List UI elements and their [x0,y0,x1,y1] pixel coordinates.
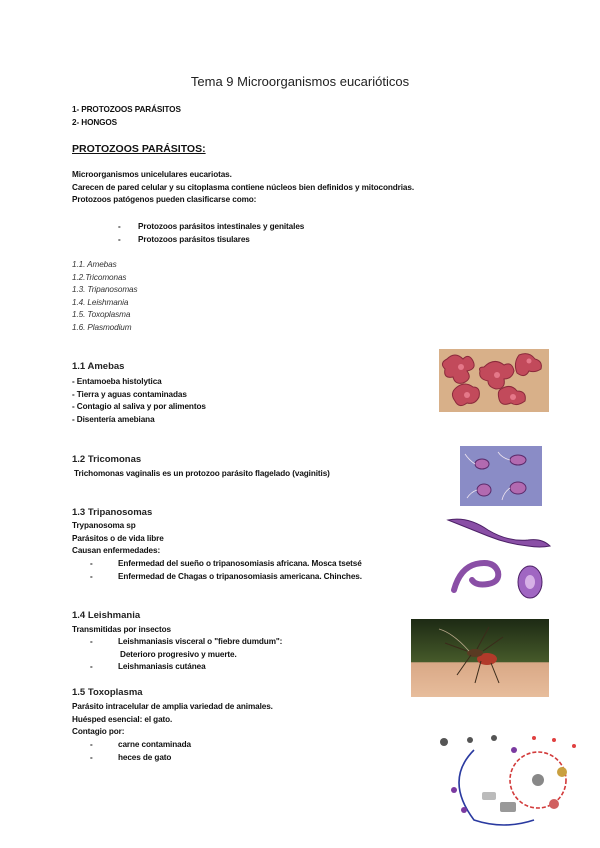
section-title-tricomonas: 1.2 Tricomonas [72,454,142,465]
list-item: - Leishmaniasis visceral o "fiebre dumdum": [90,636,282,649]
numbered-list [72,259,138,335]
intro-paragraph [72,169,414,207]
text-line: Causan enfermedades: [72,546,161,556]
list-item: - heces de gato [90,752,191,765]
toxoplasma-list [90,739,191,764]
toxoplasma-lines [72,701,273,739]
list-item: 1.2.Tricomonas [72,272,127,282]
list-item: - Entamoeba histolytica [72,377,162,386]
section-title-leishmania: 1.4 Leishmania [72,610,141,621]
toc-item: 2- HONGOS [72,117,118,127]
text-line: Contagio por: [72,727,125,737]
list-item: - Disentería amebiana [72,414,155,424]
list-item: 1.1. Amebas [72,260,117,269]
list-item: 1.3. Tripanosomas [72,285,138,295]
tripanosomas-list [90,558,362,583]
list-item: - Tierra y aguas contaminadas [72,389,187,399]
intro-line: Carecen de pared celular y su citoplasma contiene núcleos bien definidos y mitocondrias. [72,182,414,192]
amoeba-image [439,349,549,412]
protozoos-heading: PROTOZOOS PARÁSITOS: [72,143,206,155]
section-title-toxoplasma: 1.5 Toxoplasma [72,687,143,698]
leishmania-list [90,636,282,674]
list-item: 1.5. Toxoplasma [72,310,131,320]
list-item: - Contagio al saliva y por alimentos [72,402,206,412]
list-item-continuation: Deterioro progresivo y muerte. [120,649,237,659]
list-item: - Leishmaniasis cutánea [90,661,282,674]
list-item: - Protozoos parásitos tisulares [118,234,304,247]
classification-list [118,221,304,246]
sandfly-image [411,619,549,697]
trichomonas-image [460,446,542,506]
page-title: Tema 9 Microorganismos eucarióticos [190,74,410,89]
list-item: 1.6. Plasmodium [72,322,132,332]
text-line: Parásito intracelular de amplia variedad de animales. [72,702,273,711]
amebas-list [72,376,206,426]
toxoplasma-lifecycle-diagram [434,730,580,830]
tripanosomas-lines [72,520,164,558]
list-item: - Enfermedad de Chagas o tripanosomiasis americana. Chinches. [90,571,362,584]
list-item: - Protozoos parásitos intestinales y genitales [118,221,304,234]
toc-item: 1- PROTOZOOS PARÁSITOS [72,105,181,114]
trypanosoma-image [444,512,554,604]
list-item: - Enfermedad del sueño o tripanosomiasis africana. Mosca tsetsé [90,558,362,571]
section-title-amebas: 1.1 Amebas [72,361,125,372]
tricomonas-text: Trichomonas vaginalis es un protozoo parásito flagelado (vaginitis) [74,469,330,478]
intro-line: Microorganismos unicelulares eucariotas. [72,170,232,179]
intro-line: Protozoos patógenos pueden clasificarse como: [72,195,257,205]
list-item: 1.4. Leishmania [72,297,129,307]
text-line: Parásitos o de vida libre [72,533,164,543]
text-line: Huésped esencial: el gato. [72,714,173,724]
section-title-tripanosomas: 1.3 Tripanosomas [72,507,153,518]
table-of-contents [72,104,181,129]
leishmania-line: Transmitidas por insectos [72,625,171,634]
text-line: Trypanosoma sp [72,521,136,530]
list-item: - carne contaminada [90,739,191,752]
